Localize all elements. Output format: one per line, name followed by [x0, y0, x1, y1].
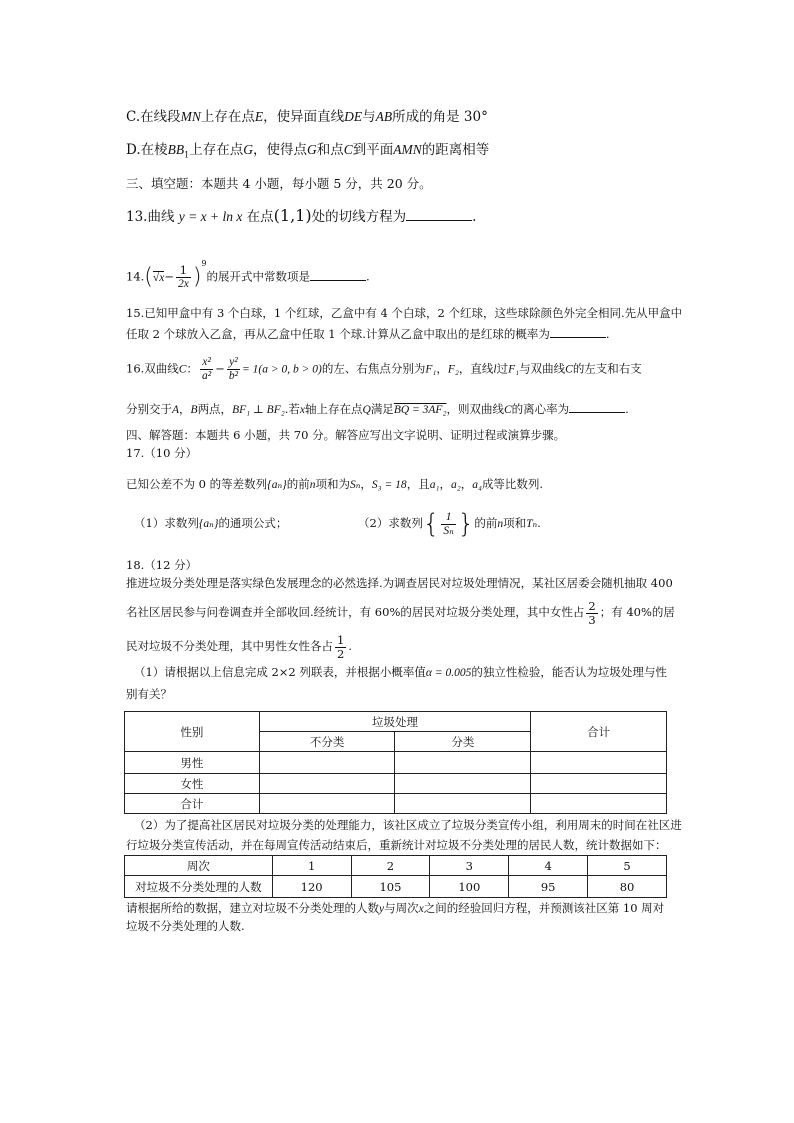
count-cell: 120 — [272, 876, 351, 898]
question-18-part-2-line-2: 行垃圾分类宣传活动，并在每周宣传活动结束后，重新统计对垃圾不分类处理的居民人数，统计数据如下： — [126, 838, 667, 852]
question-16-line-2: 分别交于A，B两点，BF₁ ⊥ BF₂.若x轴上存在点Q满足BQ = 3AF₂，则双曲线C的离心率为 . — [126, 402, 629, 416]
answer-blank[interactable] — [406, 210, 472, 221]
week-cell: 5 — [588, 856, 667, 876]
table-cell[interactable] — [395, 774, 531, 794]
table-cell[interactable] — [259, 794, 395, 814]
row-label-male: 男性 — [125, 752, 260, 774]
question-18-part-1-line-2: 别有关？ — [126, 687, 172, 701]
header-week: 周次 — [125, 856, 273, 876]
question-17-part-2: （2）求数列{ $\frac{1}{\text{Sₙ}}$ }的前n项和Tₙ. — [358, 509, 541, 539]
question-18-part-2-request-line-1: 请根据所给的数据，建立对垃圾不分类处理的人数y与周次x之间的经验回归方程，并预测该社区第 10 周对 — [126, 901, 665, 915]
question-15-line-1: 15.已知甲盒中有 3 个白球，1 个红球，乙盒中有 4 个白球，2 个红球，这些球除颜色外完全相同.先从甲盒中 — [126, 306, 683, 320]
row-label-female: 女性 — [125, 774, 260, 794]
question-18-part-2-line-1: （2）为了提高社区居民对垃圾分类的处理能力，该社区成立了垃圾分类宣传小组，利用周末的时间在社区进 — [134, 818, 682, 832]
week-cell: 2 — [351, 856, 430, 876]
question-17-part-1: （1）求数列{aₙ}的通项公式； — [134, 516, 288, 530]
question-18-line-3: 民对垃圾不分类处理，其中男性女性各占 $\frac{1}{2}$ . — [126, 632, 352, 661]
question-18-part-2-request-line-2: 垃圾不分类处理的人数. — [126, 919, 245, 933]
option-d: D.在棱$BB_1$上存在点G，使得点G和点C到平面AMN的距离相等 — [126, 142, 490, 160]
question-18-part-1-line-1: （1）请根据以上信息完成 2×2 列联表，并根据小概率值α = 0.005的独立性检验，能否认为垃圾处理与性 — [134, 665, 667, 679]
count-cell: 95 — [509, 876, 588, 898]
question-13: 13.曲线 y = x + ln x 在点(1,1)处的切线方程为 . — [126, 206, 477, 225]
count-cell: 80 — [588, 876, 667, 898]
answer-blank[interactable] — [310, 270, 366, 281]
count-cell: 105 — [351, 876, 430, 898]
weekly-data-table — [124, 855, 667, 898]
question-16-line-1: 16.双曲线C： $\frac{\text{x²}}{\text{a²}}$ − $\frac{\text{y²}}{\text{b²}}$ = 1(a > 0, b > 0)的左、右焦点分别为F₁，F₂，直线l过F₁与双曲线C的左支和右支 — [126, 356, 642, 382]
header-unsorted-count: 对垃圾不分类处理的人数 — [125, 876, 273, 898]
question-17-heading: 17.（10 分） — [126, 446, 198, 460]
header-not-sorted: 不分类 — [259, 732, 395, 752]
option-c: C.在线段MN上存在点E，使异面直线DE与AB所成的角是 30° — [126, 109, 488, 125]
week-cell: 3 — [430, 856, 509, 876]
count-cell: 100 — [430, 876, 509, 898]
table-cell[interactable] — [259, 752, 395, 774]
section-3-heading: 三、填空题：本题共 4 小题，每小题 5 分，共 20 分。 — [126, 176, 432, 191]
question-15-line-2: 任取 2 个球放入乙盒，再从乙盒中任取 1 个球.计算从乙盒中取出的是红球的概率为 . — [126, 327, 610, 341]
header-garbage-handling: 垃圾处理 — [259, 712, 530, 732]
week-cell: 1 — [272, 856, 351, 876]
section-4-heading: 四、解答题：本题共 6 小题，共 70 分。解答应写出文字说明、证明过程或演算步骤。 — [126, 428, 566, 442]
header-sorted: 分类 — [395, 732, 531, 752]
header-gender: 性别 — [125, 712, 260, 752]
question-18-heading: 18.（12 分） — [126, 558, 198, 572]
answer-blank[interactable] — [550, 327, 606, 338]
table-cell[interactable] — [395, 794, 531, 814]
question-18-line-1: 推进垃圾分类处理是落实绿色发展理念的必然选择.为调查居民对垃圾处理情况，某社区居委会随机抽取 400 — [126, 576, 673, 590]
contingency-table — [124, 711, 667, 814]
question-18-line-2: 名社区居民参与问卷调查并全部收回.经统计，有 60%的居民对垃圾分类处理，其中女性占 $\frac{2}{3}$ ；有 40%的居 — [126, 598, 675, 627]
week-cell: 4 — [509, 856, 588, 876]
header-total: 合计 — [531, 712, 667, 752]
answer-blank[interactable] — [569, 402, 625, 413]
question-14: 14.(√x− $\frac{1}{2x}$ )$^9$的展开式中常数项是 . — [126, 258, 370, 290]
table-cell[interactable] — [531, 752, 667, 774]
table-cell[interactable] — [395, 752, 531, 774]
table-cell[interactable] — [531, 794, 667, 814]
table-cell[interactable] — [531, 774, 667, 794]
row-label-total: 合计 — [125, 794, 260, 814]
question-17-stem: 已知公差不为 0 的等差数列{aₙ}的前n项和为Sₙ，S₃ = 18，且a₁，a₂，a₄成等比数列. — [126, 477, 544, 491]
table-cell[interactable] — [259, 774, 395, 794]
